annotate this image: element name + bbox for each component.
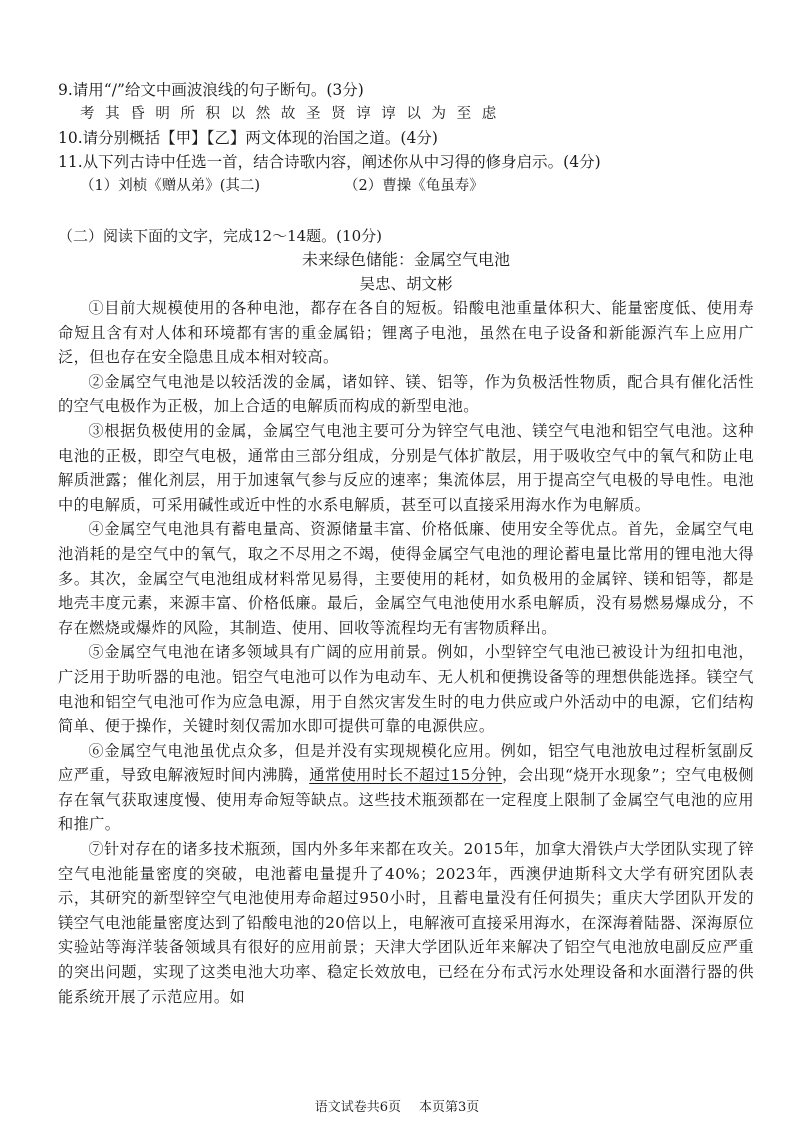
question-11-number: 11. (58, 153, 83, 171)
article-author: 吴忠、胡文彬 (359, 275, 453, 293)
paragraph-4: ④金属空气电池具有蓄电量高、资源储量丰富、价格低廉、使用安全等优点。首先，金属空气电池消耗的是空气中的氧气，取之不尽用之不竭，使得金属空气电池的理论蓄电量比常用的锂电池大得多。其次，金属空气电池组成材料常见易得，主要使用的耗材，如负极用的金属锌、镁和铝等，都是地壳丰度元素，来源丰富、价格低廉。最后，金属空气电池使用水系电解质，没有易燃易爆成分，不存在燃烧或爆炸的风险，其制造、使用、回收等流程均无有害物质释出。 (58, 520, 754, 637)
question-10-number: 10. (58, 129, 83, 147)
paragraph-3: ③根据负极使用的金属，金属空气电池主要可分为锌空气电池、镁空气电池和铝空气电池。这种电池的正极，即空气电极，通常由三部分组成，分别是气体扩散层，用于吸收空气中的氧气和防止电解质泄露；催化剂层，用于加速氧气参与反应的速率；集流体层，用于提高空气电极的导电性。电池中的电解质，可采用碱性或近中性的水系电解质，甚至可以直接采用海水作为电解质。 (58, 421, 754, 514)
poem-choice-1: （1）刘桢《赠从弟》(其二) (80, 178, 261, 194)
paragraph-7: ⑦针对存在的诸多技术瓶颈，国内外多年来都在攻关。2015年，加拿大滑铁卢大学团队实现了锌空气电池能量密度的突破，电池蓄电量提升了40%；2023年，西澳伊迪斯科文大学有研究团队表示，其研究的新型锌空气电池使用寿命超过950小时，且蓄电量没有任何损失；重庆大学团队开发的镁空气电池能量密度达到了铅酸电池的20倍以上，电解液可直接采用海水，在深海着陆器、深海原位实验站等海洋装备领域具有很好的应用前景；天津大学团队近年来解决了铝空气电池放电副反应严重的突出问题，实现了这类电池大功率、稳定长效放电，已经在分布式污水处理设备和水面潜行器的供能系统开展了示范应用。如 (58, 840, 754, 1006)
question-10-text: 请分别概括【甲】【乙】两文体现的治国之道。(4分) (82, 129, 438, 147)
footer-current-page: 本页第3页 (419, 1100, 480, 1115)
question-10 (58, 126, 754, 150)
page-footer (0, 1099, 794, 1117)
paragraph-1: ①目前大规模使用的各种电池，都存在各自的短板。铅酸电池重量体积大、能量密度低、使用寿命短且含有对人体和环境都有害的重金属铅；锂离子电池，虽然在电子设备和新能源汽车上应用广泛，但也存在安全隐患且成本相对较高。 (58, 299, 754, 367)
poem-choice-2: （2）曹操《龟虽寿》 (344, 178, 484, 194)
question-9 (58, 78, 754, 102)
footer-total-pages: 语文试卷共6页 (314, 1100, 401, 1115)
poem-choices (80, 174, 754, 198)
section-heading: （二）阅读下面的文字，完成12～14题。(10分) (58, 227, 382, 245)
paragraph-6 (58, 739, 754, 837)
question-9-sentence: 考 其 昏 明 所 积 以 然 故 圣 贤 谆 谆 以 为 至 虑 (80, 106, 500, 122)
paragraph-6-before: ⑥金属空气电池虽优点众多，但是并没有实现规模化应用。例如，铝空气电池放电过程析氢副反应严重，导致电解液短时间内沸腾， (58, 741, 754, 785)
question-9-number: 9. (58, 81, 73, 99)
question-11 (58, 150, 754, 174)
paragraph-5: ⑤金属空气电池在诸多领域具有广阔的应用前景。例如，小型锌空气电池已被设计为纽扣电池，广泛用于助听器的电池。铝空气电池可以作为电动车、无人机和便携设备等的理想供能选择。镁空气电池和铝空气电池可作为应急电源，用于自然灾害发生时的电力供应或户外活动中的电源，它们结构简单、便于操作，关键时刻仅需加水即可提供可靠的电源供应。 (58, 643, 754, 736)
paragraph-2: ②金属空气电池是以较活泼的金属，诸如锌、镁、铝等，作为负极活性物质，配合具有催化活性的空气电极作为正极，加上合适的电解质而构成的新型电池。 (58, 372, 754, 416)
article-title: 未来绿色储能：金属空气电池 (301, 250, 510, 269)
question-9-text: 请用“/”给文中画波浪线的句子断句。(3分) (72, 81, 364, 99)
paragraph-6-after: ，会出现“烧开水现象”；空气电极侧存在氧气获取速度慢、使用寿命短等缺点。这些技术瓶颈都在一定程度上限制了金属空气电池的应用和推广。 (58, 766, 754, 834)
underlined-phrase: 通常使用时长不超过15分钟 (309, 766, 503, 785)
question-11-text: 从下列古诗中任选一首，结合诗歌内容，阐述你从中习得的修身启示。(4分) (82, 153, 601, 171)
